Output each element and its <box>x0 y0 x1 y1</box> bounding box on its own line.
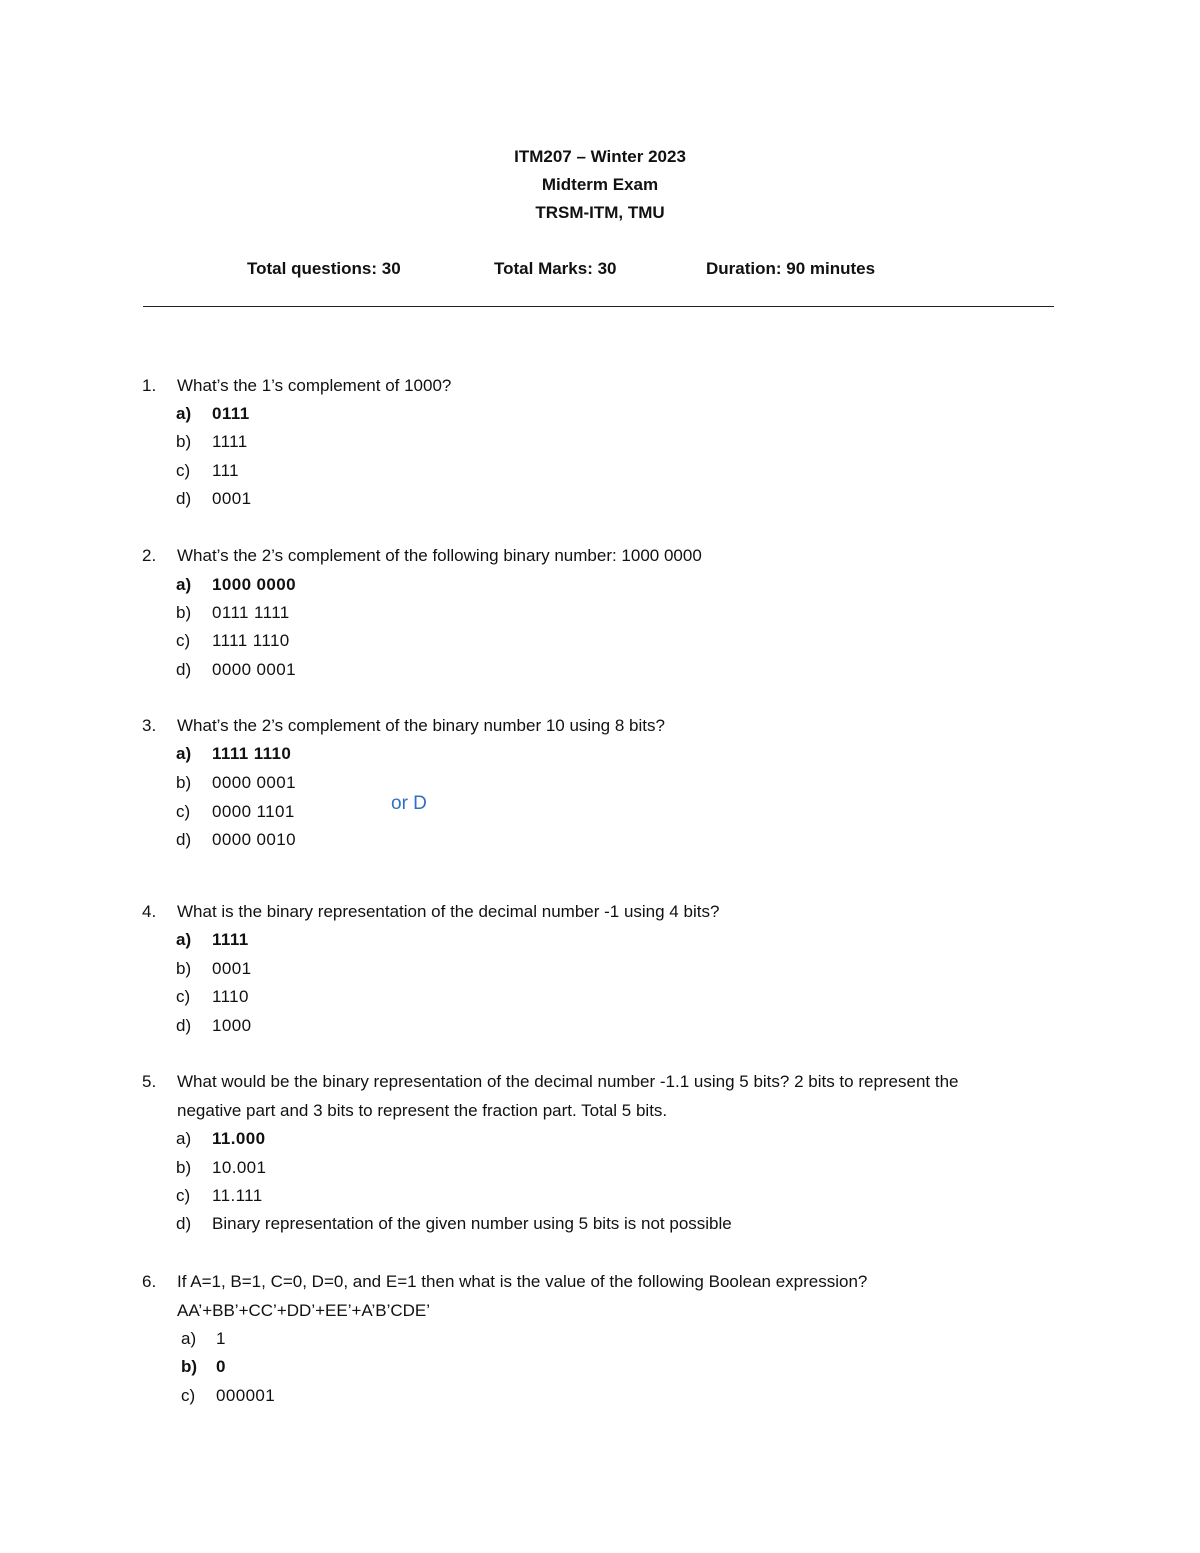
option-label: a) <box>176 1129 192 1148</box>
option-label: d) <box>176 1214 192 1233</box>
option-label: d) <box>176 660 192 679</box>
option-value: 1000 0000 <box>212 575 296 594</box>
option-value: 0 <box>216 1357 226 1376</box>
exam-header <box>0 143 1200 227</box>
option-label: d) <box>176 1016 192 1035</box>
duration: Duration: 90 minutes <box>706 259 876 278</box>
question-number: 3. <box>142 716 157 735</box>
option-label: a) <box>176 930 192 949</box>
option-value: 0001 <box>212 959 252 978</box>
option-label: c) <box>181 1386 196 1405</box>
option-label: a) <box>176 744 192 763</box>
option-value: 1111 <box>212 432 248 451</box>
option-value: 111 <box>212 461 240 480</box>
option-label: c) <box>176 1186 191 1205</box>
question-text: If A=1, B=1, C=0, D=0, and E=1 then what is the value of the following Boolean expression? AA’+BB’+CC’+DD’+EE’+A’B’CDE’ <box>177 1272 868 1320</box>
divider <box>143 306 1054 307</box>
option-value: 1111 <box>212 930 249 949</box>
option-value: 1110 <box>212 987 249 1006</box>
question-text: What would be the binary representation of the decimal number -1.1 using 5 bits? 2 bits to represent the negative part and 3 bits to represent the fraction part. Total 5 bits. <box>177 1072 959 1120</box>
option-label: b) <box>176 1158 192 1177</box>
option-label: c) <box>176 461 191 480</box>
question-text: What’s the 2’s complement of the binary number 10 using 8 bits? <box>177 716 665 735</box>
option-value: 11.111 <box>212 1186 263 1205</box>
total-marks: Total Marks: 30 <box>494 259 617 278</box>
option-label: c) <box>176 631 191 650</box>
exam-summary <box>0 255 1200 283</box>
question-number: 5. <box>142 1072 157 1091</box>
exam-title: Midterm Exam <box>541 175 659 194</box>
option-value: 11.000 <box>212 1129 266 1148</box>
total-questions: Total questions: 30 <box>247 259 401 278</box>
question-number: 6. <box>142 1272 157 1291</box>
handwritten-annotation: or D <box>391 793 427 814</box>
option-value: 0111 <box>212 404 250 423</box>
option-label: a) <box>181 1329 197 1348</box>
option-value: 1 <box>216 1329 226 1348</box>
question-number: 2. <box>142 546 157 565</box>
department: TRSM-ITM, TMU <box>535 203 665 222</box>
option-label: a) <box>176 404 192 423</box>
option-value: 1000 <box>212 1016 252 1035</box>
option-label: d) <box>176 489 192 508</box>
option-label: b) <box>176 432 192 451</box>
option-label: c) <box>176 987 191 1006</box>
option-value: 1111 1110 <box>212 744 292 763</box>
question-text: What’s the 1’s complement of 1000? <box>177 376 452 395</box>
option-value: 0001 <box>212 489 252 508</box>
option-label: d) <box>176 830 192 849</box>
question-number: 4. <box>142 902 157 921</box>
question-text: What is the binary representation of the decimal number -1 using 4 bits? <box>177 902 720 921</box>
option-value: 1111 1110 <box>212 631 290 650</box>
option-value: 0000 0010 <box>212 830 296 849</box>
option-label: b) <box>176 959 192 978</box>
option-value: 0000 1101 <box>212 802 295 821</box>
question-number: 1. <box>142 376 157 395</box>
option-value: 000001 <box>216 1386 276 1405</box>
question-text: What’s the 2’s complement of the following binary number: 1000 0000 <box>177 546 702 565</box>
course-title: ITM207 – Winter 2023 <box>514 147 686 166</box>
option-value: Binary representation of the given number using 5 bits is not possible <box>212 1214 732 1233</box>
option-label: b) <box>176 603 192 622</box>
option-label: a) <box>176 575 192 594</box>
option-label: b) <box>181 1357 198 1376</box>
option-label: b) <box>176 773 192 792</box>
option-value: 0000 0001 <box>212 773 296 792</box>
option-value: 0111 1111 <box>212 603 290 622</box>
option-value: 0000 0001 <box>212 660 296 679</box>
option-value: 10.001 <box>212 1158 267 1177</box>
option-label: c) <box>176 802 191 821</box>
